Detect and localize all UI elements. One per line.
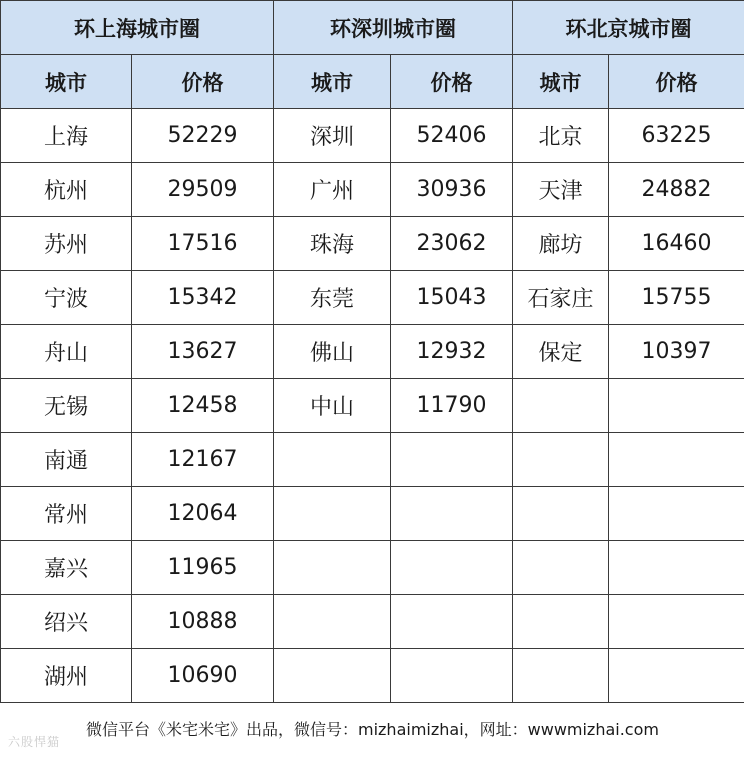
city-cell (274, 487, 391, 541)
footer-row (1, 703, 744, 755)
city-cell (274, 595, 391, 649)
table-row (1, 271, 744, 325)
price-cell (391, 649, 513, 703)
table-row (1, 163, 744, 217)
city-cell: 宁波 (1, 271, 132, 325)
city-cell (513, 541, 609, 595)
price-cell: 63225 (609, 109, 744, 163)
city-cell: 湖州 (1, 649, 132, 703)
city-cell: 绍兴 (1, 595, 132, 649)
column-header-city: 城市 (1, 55, 132, 109)
table-row (1, 595, 744, 649)
column-header-price: 价格 (609, 55, 744, 109)
column-header-price: 价格 (132, 55, 274, 109)
price-cell: 10397 (609, 325, 744, 379)
watermark: 六股悍猫 (8, 735, 61, 749)
price-cell: 23062 (391, 217, 513, 271)
price-cell: 10888 (132, 595, 274, 649)
price-cell (609, 595, 744, 649)
group-title-beijing: 环北京城市圈 (513, 1, 744, 55)
table-row (1, 109, 744, 163)
table-row (1, 541, 744, 595)
price-cell (609, 379, 744, 433)
price-cell: 52406 (391, 109, 513, 163)
city-cell: 广州 (274, 163, 391, 217)
city-cell (513, 487, 609, 541)
city-cell: 天津 (513, 163, 609, 217)
city-cell: 保定 (513, 325, 609, 379)
price-cell: 12064 (132, 487, 274, 541)
column-header-price: 价格 (391, 55, 513, 109)
price-cell: 30936 (391, 163, 513, 217)
city-cell: 廊坊 (513, 217, 609, 271)
price-cell: 29509 (132, 163, 274, 217)
city-cell: 上海 (1, 109, 132, 163)
city-cell: 深圳 (274, 109, 391, 163)
table-row (1, 217, 744, 271)
city-cell (513, 433, 609, 487)
city-cell (513, 379, 609, 433)
city-cell: 北京 (513, 109, 609, 163)
price-cell: 16460 (609, 217, 744, 271)
footer-credit: 微信平台《米宅米宅》出品，微信号：mizhaimizhai，网址：wwwmizhai.com (1, 703, 744, 755)
city-cell: 东莞 (274, 271, 391, 325)
price-cell: 24882 (609, 163, 744, 217)
price-cell: 10690 (132, 649, 274, 703)
table-row (1, 649, 744, 703)
table-row (1, 379, 744, 433)
price-cell (391, 487, 513, 541)
city-cell (513, 595, 609, 649)
price-cell: 15755 (609, 271, 744, 325)
price-cell (609, 649, 744, 703)
price-cell: 15342 (132, 271, 274, 325)
city-cell (513, 649, 609, 703)
column-header-city: 城市 (513, 55, 609, 109)
city-cell: 石家庄 (513, 271, 609, 325)
price-cell: 12458 (132, 379, 274, 433)
group-header-row (1, 1, 744, 55)
price-cell: 17516 (132, 217, 274, 271)
price-cell (391, 433, 513, 487)
price-cell (391, 595, 513, 649)
city-cell: 苏州 (1, 217, 132, 271)
price-cell (609, 541, 744, 595)
table-row (1, 433, 744, 487)
city-cell: 佛山 (274, 325, 391, 379)
city-cell: 无锡 (1, 379, 132, 433)
price-cell (609, 487, 744, 541)
city-cell (274, 649, 391, 703)
city-cell (274, 541, 391, 595)
price-cell: 11790 (391, 379, 513, 433)
column-header-city: 城市 (274, 55, 391, 109)
table-row (1, 487, 744, 541)
city-cell: 南通 (1, 433, 132, 487)
table-row (1, 325, 744, 379)
group-title-shanghai: 环上海城市圈 (1, 1, 274, 55)
price-cell: 52229 (132, 109, 274, 163)
price-cell: 13627 (132, 325, 274, 379)
city-cell: 嘉兴 (1, 541, 132, 595)
price-cell (609, 433, 744, 487)
price-cell: 15043 (391, 271, 513, 325)
price-cell: 12932 (391, 325, 513, 379)
group-title-shenzhen: 环深圳城市圈 (274, 1, 513, 55)
city-cell: 珠海 (274, 217, 391, 271)
city-cell: 杭州 (1, 163, 132, 217)
city-cell (274, 433, 391, 487)
column-header-row (1, 55, 744, 109)
price-cell: 11965 (132, 541, 274, 595)
city-cell: 舟山 (1, 325, 132, 379)
city-cell: 中山 (274, 379, 391, 433)
table-body (1, 109, 744, 703)
price-cell (391, 541, 513, 595)
city-cell: 常州 (1, 487, 132, 541)
price-cell: 12167 (132, 433, 274, 487)
